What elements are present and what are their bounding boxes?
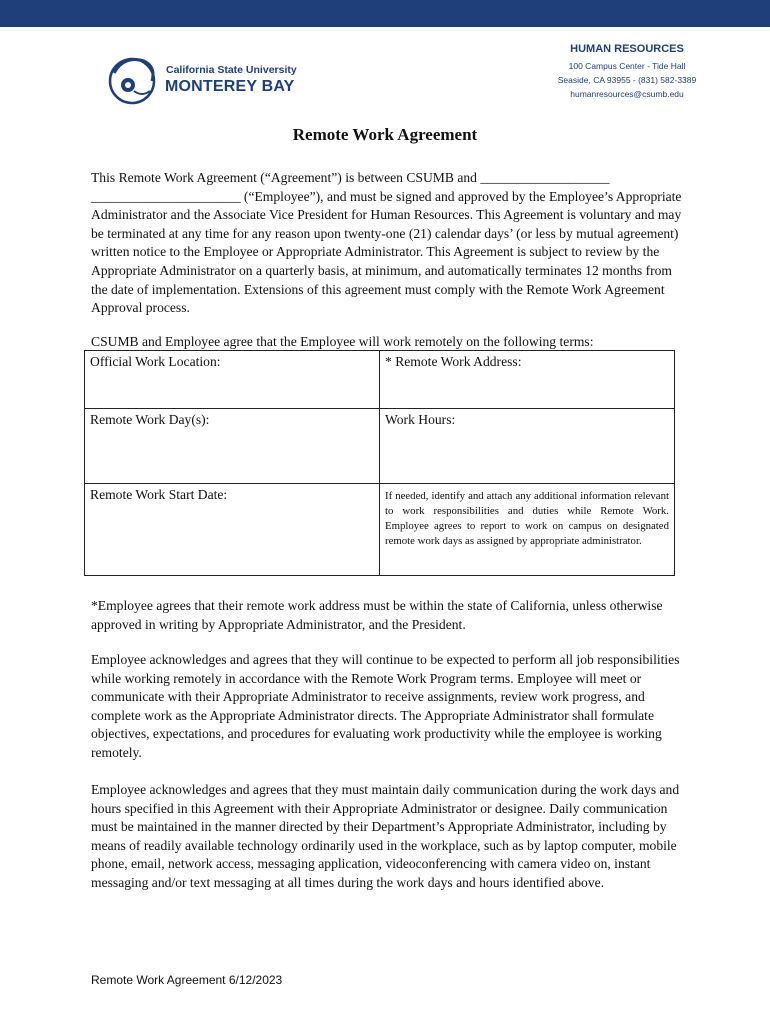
communication-paragraph: Employee acknowledges and agrees that they must maintain daily communication during the work days and hours specified in this Agreement with their Appropriate Administrator or designee. Daily communication must be maintained in the manner directed by their Department’s Appropriate Administrator, including by means of readily available technology ordinarily used in the workplace, such as by laptop computer, mobile phone, email, network access, messaging application, videoconferencing with camera video on, instant messaging and/or text messaging at all times during the work days and hours identified above. <box>91 782 680 890</box>
responsibilities-paragraph: Employee acknowledges and agrees that they will continue to be expected to perform all job responsibilities while working remotely in accordance with the Remote Work Program terms. Employee will meet or communicate with their Appropriate Administrator to receive assignments, review work progress, and complete work as the Appropriate Administrator directs. The Appropriate Administrator shall formulate objectives, expectations, and procedures for evaluating work productivity while the employee is working remotely. <box>91 652 680 760</box>
campus-name: MONTEREY BAY <box>165 78 295 95</box>
terms-lead-text: CSUMB and Employee agree that the Employee will work remotely on the following terms: <box>91 334 594 349</box>
remote-days-label: Remote Work Day(s): <box>90 412 210 427</box>
department-name: HUMAN RESOURCES <box>570 43 684 55</box>
address-line-1: 100 Campus Center - Tide Hall <box>568 61 686 71</box>
intro-paragraph: This Remote Work Agreement (“Agreement”) is between CSUMB and ___________________ ______________________ (“Employee”), and must be signed and approved by the Employee’s Appropriate Administrator and the Associate Vice President for Human Resources. This Agreement is voluntary and may be terminated at any time for any reason upon twenty-one (21) calendar days’ (or less by mutual agreement) written notice to the Employee or Appropriate Administrator. This Agreement is subject to review by the Appropriate Administrator on a quarterly basis, at minimum, and automatically terminates 12 months from the date of implementation. Extensions of this agreement must comply with the Remote Work Agreement Approval process. <box>91 170 682 316</box>
csumb-logo <box>104 51 304 111</box>
otter-seal-icon <box>104 51 164 111</box>
work-hours-label: Work Hours: <box>385 412 456 427</box>
table-row <box>85 351 675 409</box>
remote-address-label: * Remote Work Address: <box>385 354 522 369</box>
remote-address-cell[interactable] <box>380 351 675 409</box>
document-title: Remote Work Agreement <box>292 125 478 144</box>
additional-info-cell[interactable] <box>380 484 675 576</box>
work-hours-cell[interactable] <box>380 409 675 484</box>
official-location-cell[interactable] <box>85 351 380 409</box>
top-banner <box>0 0 770 27</box>
start-date-cell[interactable] <box>85 484 380 576</box>
office-email: humanresources@csumb.edu <box>570 89 684 99</box>
address-line-2: Seaside, CA 93955 - (831) 582-3389 <box>557 75 697 85</box>
table-row <box>85 409 675 484</box>
official-location-label: Official Work Location: <box>90 354 221 369</box>
remote-days-cell[interactable] <box>85 409 380 484</box>
terms-table <box>84 350 675 576</box>
office-contact-block <box>542 43 712 101</box>
additional-info-note: If needed, identify and attach any additional information relevant to work responsibilities and duties while Remote Work. Employee agrees to report to work on campus on designated remote work days as assigned by appropriate administrator. <box>385 490 669 547</box>
address-note-paragraph: *Employee agrees that their remote work address must be within the state of California, unless otherwise approved in writing by Appropriate Administrator, and the President. <box>91 598 663 632</box>
table-row <box>85 484 675 576</box>
start-date-label: Remote Work Start Date: <box>90 487 228 502</box>
page-footer: Remote Work Agreement 6/12/2023 <box>91 973 283 987</box>
university-name: California State University <box>166 64 297 76</box>
